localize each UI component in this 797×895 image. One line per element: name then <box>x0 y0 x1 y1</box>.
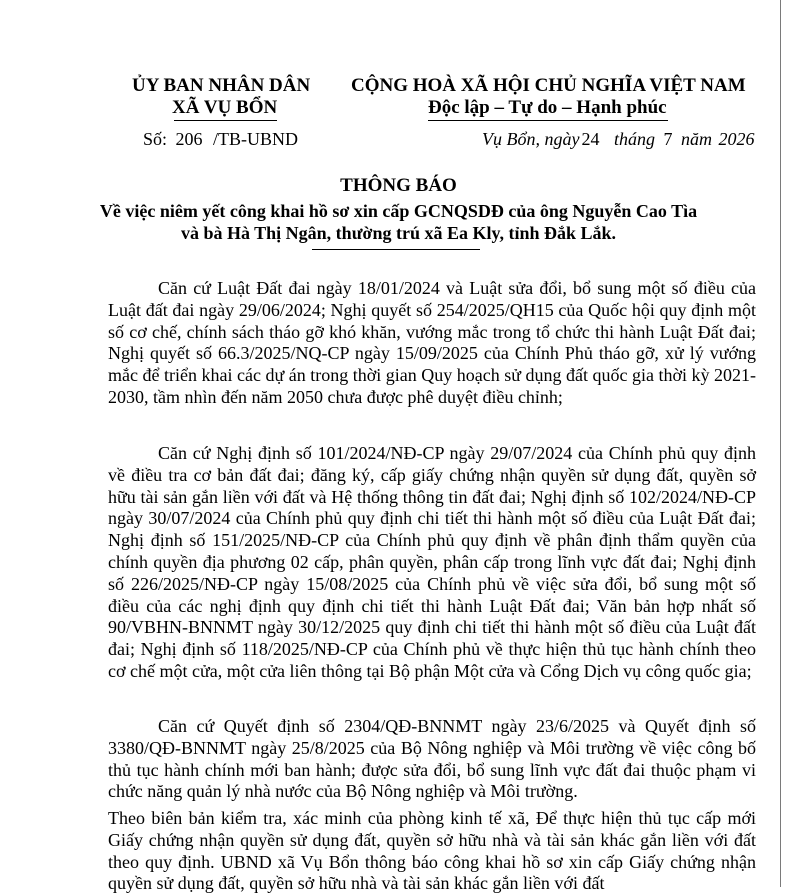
date-day: 24 <box>581 129 600 149</box>
body-paragraph-3 <box>108 716 756 803</box>
doc-number-prefix: Số: <box>143 129 168 149</box>
legal-basis-decrees: Căn cứ Nghị định số 101/2024/NĐ-CP ngày 29/07/2024 của Chính phủ quy định về điều tra cơ bản đất đai; đăng ký, cấp giấy chứng nhận quyền sử dụng đất, quyền sở hữu tài sản gắn liền với đất và Hệ thống thông tin đất đai; Nghị định số 102/2024/NĐ-CP ngày 30/07/2024 của Chính phủ quy định chi tiết thi hành một số điều của Luật Đất đai; Nghị định số 151/2025/NĐ-CP của Chính phủ quy định về phân định thẩm quyền của chính quyền địa phương 02 cấp, phân quyền, phân cấp trong lĩnh vực đất đai; Nghị định số 226/2025/NĐ-CP ngày 15/08/2025 của Chính phủ về việc sửa đổi, bổ sung một số điều của các nghị định quy định chi tiết thi hành Luật Đất đai; Văn bản hợp nhất số 90/VBHN-BNNMT ngày 30/12/2025 quy định chi tiết thi hành một số điều của Luật đất đai; Nghị định số 118/2025/NĐ-CP của Chính phủ về thực hiện thủ tục hành chính theo cơ chế một cửa, một cửa liên thông tại Bộ phận Một cửa và Cổng Dịch vụ công quốc gia; <box>108 443 756 681</box>
notice-subject-line2: và bà Hà Thị Ngân, thường trú xã Ea Kly, tỉnh Đắk Lắk. <box>180 223 617 243</box>
national-motto: Độc lập – Tự do – Hạnh phúc <box>428 97 667 118</box>
issuer-name: ỦY BAN NHÂN DÂN <box>132 75 311 96</box>
notice-title: THÔNG BÁO <box>340 175 457 196</box>
body-paragraph-4 <box>108 808 756 895</box>
date-place: Vụ Bổn, ngày <box>482 129 580 149</box>
issuer-underline <box>174 120 277 121</box>
doc-number-suffix: /TB-UBND <box>213 129 299 149</box>
doc-number-value: 206 <box>175 129 203 149</box>
date-year-label: năm <box>681 129 712 149</box>
body-paragraph-2 <box>108 443 756 683</box>
date-month-label: tháng <box>613 129 655 149</box>
date-month: 7 <box>663 129 673 149</box>
legal-basis-land-law: Căn cứ Luật Đất đai ngày 18/01/2024 và Luật sửa đổi, bổ sung một số điều của Luật đất đai ngày 29/06/2024; Nghị quyết số 254/2025/QH15 của Quốc hội quy định một số cơ chế, chính sách tháo gỡ khó khăn, vướng mắc trong tổ chức thi hành Luật Đất đai; Nghị quyết số 66.3/2025/NQ-CP ngày 15/09/2025 của Chính Phủ tháo gỡ, xử lý vướng mắc để triển khai các dự án trong thời gian Quy hoạch sử dụng đất quốc gia thời kỳ 2021-2030, tầm nhìn đến năm 2050 chưa được phê duyệt điều chỉnh; <box>108 278 756 407</box>
document-number <box>143 129 298 150</box>
national-title: CỘNG HOÀ XÃ HỘI CHỦ NGHĨA VIỆT NAM <box>351 75 746 96</box>
page-edge-line <box>780 0 781 887</box>
title-underline <box>312 249 480 250</box>
body-paragraph-1 <box>108 278 756 409</box>
legal-basis-decisions: Căn cứ Quyết định số 2304/QĐ-BNNMT ngày 23/6/2025 và Quyết định số 3380/QĐ-BNNMT ngày 25/8/2025 của Bộ Nông nghiệp và Môi trường về việc công bố thủ tục hành chính mới ban hành; được sửa đổi, bổ sung lĩnh vực đất đai thuộc phạm vi chức năng quản lý nhà nước của Bộ Nông nghiệp và Môi trường. <box>108 716 756 802</box>
motto-underline <box>428 120 668 121</box>
date-year: 2026 <box>718 129 755 149</box>
notice-subject-line1: Về việc niêm yết công khai hồ sơ xin cấp GCNQSDĐ của ông Nguyễn Cao Tìa <box>99 201 698 221</box>
inspection-notice-text: Theo biên bản kiểm tra, xác minh của phòng kinh tế xã, Để thực hiện thủ tục cấp mới Giấy chứng nhận quyền sử dụng đất, quyền sở hữu nhà và tài sản khác gắn liền với đất theo quy định. UBND xã Vụ Bổn thông báo công khai hồ sơ xin cấp Giấy chứng nhận quyền sử dụng đất, quyền sở hữu nhà và tài sản khác gắn liền với đất <box>108 808 756 894</box>
document-date <box>482 129 755 150</box>
issuer-commune: XÃ VỤ BỔN <box>172 97 278 118</box>
